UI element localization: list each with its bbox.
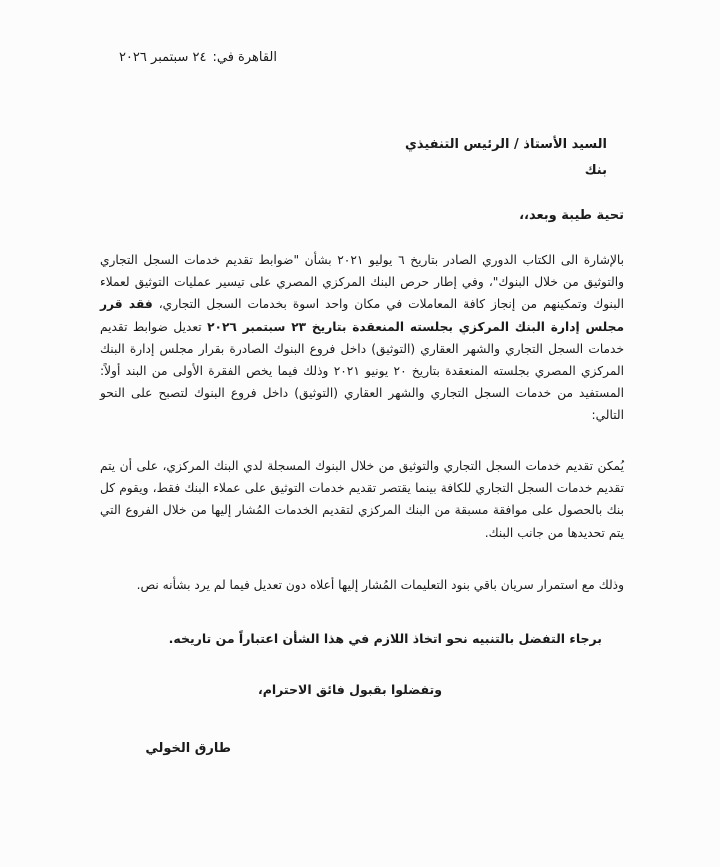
paragraph-1-text-b: تعديل ضوابط تقديم خدمات السجل التجاري والشهر العقاري (التوثيق) داخل فروع البنوك الصادرة بقرار مجلس إدارة البنك المركزي المصري بجلسته المنعقدة بتاريخ ٢٠ يونيو ٢٠٢١ وذلك فيما يخص الفقرة الأولى من البند أولاً: المستفيد من خدمات السجل التجاري والشهر العقاري (التوثيق) داخل فروع البنوك لتصبح على النحو التالي: — [100, 319, 624, 423]
date-value: ٢٤ سبتمبر ٢٠٢٦ — [118, 50, 207, 65]
recipient-block — [405, 132, 607, 184]
greeting: تحية طيبة وبعد،، — [519, 208, 624, 223]
letter-date — [113, 50, 277, 65]
paragraph-1-text-a: بالإشارة الى الكتاب الدوري الصادر بتاريخ ٦ يوليو ٢٠٢١ بشأن "ضوابط تقديم خدمات السجل التجاري والتوثيق من خلال البنوك"، وفي إطار حرص البنك المركزي المصري على تيسير عمليات التوثيق لعملاء البنوك وتمكينهم من إنجاز كافة المعاملات في مكان واحد اسوة بخدمات السجل التجاري، — [100, 253, 624, 312]
body-paragraph-2: يُمكن تقديم خدمات السجل التجاري والتوثيق من خلال البنوك المسجلة لدي البنك المركزي، على أن يتم تقديم خدمات السجل التجاري للكافة بينما يقتصر تقديم خدمات التوثيق على عملاء البنك فقط، ويقوم كل بنك بالحصول على موافقة مسبقة من البنك المركزي لتقديم الخدمات المُشار إليها من خلال الفروع التي يتم تحديدها من جانب البنك. — [100, 459, 624, 540]
closing-line: وتفضلوا بقبول فائق الاحترام، — [257, 682, 442, 697]
body-paragraph-3: وذلك مع استمرار سريان باقي بنود التعليمات المُشار إليها أعلاه دون تعديل فيما لم يرد بشأنه نص. — [136, 578, 624, 592]
date-prefix: القاهرة في: — [212, 50, 277, 65]
signature-name: طارق الخولي — [145, 741, 231, 756]
paragraph-1-decision-bold: فقد قرر مجلس إدارة البنك المركزي بجلسته المنعقدة بتاريخ ٢٣ سبتمبر ٢٠٢٦ — [100, 297, 624, 334]
recipient-bank: بنك — [584, 163, 607, 178]
request-line: برجاء التفضل بالتنبيه نحو اتخاذ اللازم في هذا الشأن اعتباراً من تاريخه. — [168, 631, 602, 646]
body-paragraph-1 — [100, 249, 624, 427]
recipient-title: السيد الأستاذ / الرئيس التنفيذي — [404, 137, 607, 152]
